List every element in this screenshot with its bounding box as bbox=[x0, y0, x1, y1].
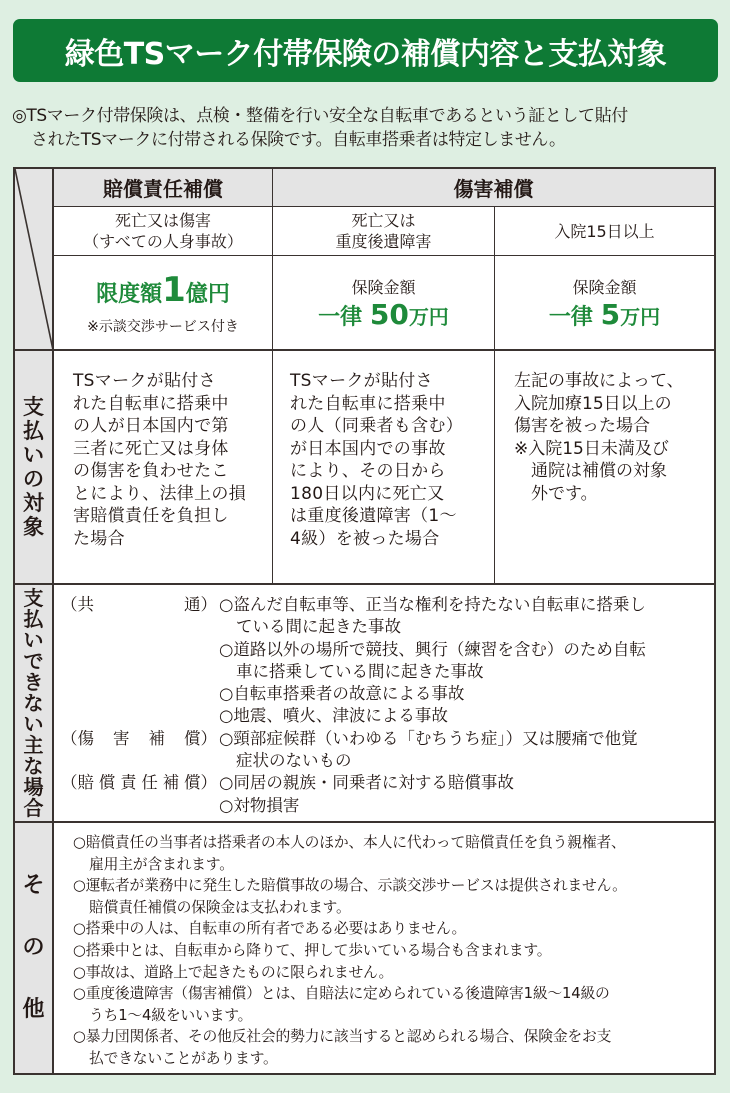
text-line: の人が日本国内で第 bbox=[73, 416, 229, 436]
header-liability: 賠償責任補償 bbox=[103, 177, 223, 201]
other-note-line: ○搭乗中の人は、自転車の所有者である必要はありません。 bbox=[73, 920, 467, 938]
other-note-line: ○賠償責任の当事者は搭乗者の本人のほか、本人に代わって賠償責任を負う親権者、 bbox=[73, 834, 626, 851]
not-paid-text: ○自転車搭乗者の故意による事故 bbox=[219, 684, 465, 704]
row-label-payment-target bbox=[15, 351, 52, 583]
text-line: 通院は補償の対象 bbox=[514, 461, 667, 481]
text-line: 4級）を被った場合 bbox=[290, 528, 440, 549]
row-label-char: い bbox=[23, 443, 44, 467]
text-line: 三者に死亡又は身体 bbox=[73, 438, 229, 459]
subheader-injury-death-line-1: 死亡又は bbox=[351, 211, 416, 230]
not-paid-text: ○道路以外の場所で競技、興行（練習を含む）のため自転 bbox=[219, 639, 646, 659]
settlement-service-note: ※示談交渉サービス付き bbox=[87, 318, 239, 335]
injury-death-unit: 万円 bbox=[408, 304, 449, 329]
coverage-table bbox=[13, 167, 716, 1075]
category-char: （賠 bbox=[61, 773, 94, 793]
row-label-char: 対 bbox=[23, 491, 44, 515]
liability-limit-prefix: 限度額 bbox=[96, 281, 163, 307]
intro-paragraph bbox=[12, 104, 722, 152]
text-line: により、その日から bbox=[290, 461, 446, 481]
category-liability bbox=[61, 772, 219, 794]
injury-hospital-number: 5 bbox=[600, 297, 621, 331]
injury-hospital-prefix: 一律 bbox=[548, 304, 601, 330]
row-label-char: な bbox=[23, 690, 44, 715]
not-paid-row bbox=[61, 705, 711, 727]
row-label-char: で bbox=[23, 648, 44, 673]
category-common bbox=[61, 594, 219, 616]
amount-injury-death bbox=[273, 256, 494, 349]
row-label-char: そ bbox=[22, 873, 45, 898]
not-paid-text: ○対物損害 bbox=[219, 795, 300, 815]
not-paid-row bbox=[61, 750, 711, 772]
row-label-char: 場 bbox=[23, 774, 44, 799]
text-line: の人（同乗者も含む） bbox=[290, 416, 463, 436]
other-note-line: うち1～4級をいいます。 bbox=[89, 1006, 253, 1024]
not-paid-row bbox=[61, 683, 711, 705]
page-title bbox=[13, 19, 718, 82]
row-label-other bbox=[15, 823, 52, 1073]
row-label-char: 支 bbox=[23, 585, 44, 610]
subheader-liability-line-2: （すべての人身事故） bbox=[83, 232, 243, 251]
text-line: れた自転車に搭乗中 bbox=[73, 393, 229, 414]
text-line: 180日以内に死亡又 bbox=[290, 483, 445, 504]
row-label-char: な bbox=[23, 753, 44, 778]
amount-liability bbox=[54, 256, 272, 349]
section-divider-3 bbox=[15, 821, 714, 823]
not-paid-row bbox=[61, 594, 711, 616]
injury-death-amount bbox=[318, 298, 449, 331]
category-char: 補 bbox=[162, 773, 180, 793]
diagonal-line bbox=[15, 169, 54, 351]
injury-death-number: 50 bbox=[369, 297, 409, 331]
category-char: 通） bbox=[184, 595, 217, 614]
payment-target-liability bbox=[73, 370, 268, 550]
not-paid-text: ○地震、噴火、津波による事故 bbox=[219, 706, 448, 726]
text-line: た場合 bbox=[73, 528, 125, 549]
text-line: が日本国内での事故 bbox=[290, 438, 446, 459]
row-label-char: 合 bbox=[23, 795, 44, 820]
not-paid-row bbox=[61, 728, 711, 750]
text-line: 傷害を被った場合 bbox=[514, 416, 650, 436]
row-label-char: の bbox=[23, 467, 44, 491]
category-char: 償） bbox=[184, 728, 217, 748]
liability-limit-unit: 億円 bbox=[185, 281, 230, 307]
category-char: 償） bbox=[183, 773, 217, 793]
not-paid-text: ている間に起きた事故 bbox=[236, 617, 401, 637]
category-char: （傷 bbox=[61, 728, 94, 748]
row-label-char: の bbox=[22, 935, 45, 960]
category-char: （共 bbox=[61, 595, 94, 614]
other-note-line: ○重度後遺障害（傷害補償）とは、自賠法に定められている後遺障害1級～14級の bbox=[73, 985, 610, 1003]
row-label-char: い bbox=[23, 627, 44, 652]
text-line: の傷害を負わせたこ bbox=[73, 461, 229, 481]
subheader-injury-hospital: 入院15日以上 bbox=[554, 221, 655, 241]
row-label-char: 象 bbox=[23, 515, 44, 539]
row-label-char: 払 bbox=[23, 606, 44, 631]
not-paid-row bbox=[61, 795, 711, 817]
amount-injury-hospital bbox=[495, 256, 714, 349]
injury-hospital-amount bbox=[549, 298, 660, 331]
row-label-char: い bbox=[23, 711, 44, 736]
subheader-liability-line-1: 死亡又は傷害 bbox=[114, 211, 211, 230]
injury-hospital-unit: 万円 bbox=[620, 304, 661, 329]
subheader-injury-death bbox=[273, 207, 494, 255]
not-paid-row bbox=[61, 661, 711, 683]
other-notes bbox=[73, 832, 713, 1070]
row-label-char: 支 bbox=[23, 395, 44, 419]
category-char: 任 bbox=[141, 773, 158, 793]
row-label-not-paid bbox=[15, 585, 52, 821]
liability-limit bbox=[96, 270, 230, 310]
other-note-line: 賠償責任補償の保険金は支払われます。 bbox=[89, 898, 351, 916]
not-paid-text: 症状のないもの bbox=[236, 751, 352, 771]
other-note-line: ○暴力団関係者、その他反社会的勢力に該当すると認められる場合、保険金をお支 bbox=[73, 1028, 612, 1046]
header-injury: 傷害補償 bbox=[453, 177, 534, 201]
liability-limit-number: 1 bbox=[162, 269, 186, 310]
not-paid-text: ○同居の親族・同乗者に対する賠償事故 bbox=[219, 773, 514, 793]
payment-target-injury-hospital bbox=[514, 370, 709, 505]
not-paid-text: ○頸部症候群（いわゆる「むちうち症」）又は腰痛で他覚 bbox=[219, 728, 638, 748]
row-label-char: 他 bbox=[22, 997, 45, 1022]
not-paid-row bbox=[61, 772, 711, 794]
not-paid-row bbox=[61, 639, 711, 661]
not-paid-list bbox=[61, 594, 711, 817]
payment-target-injury-death bbox=[290, 370, 490, 550]
other-note-line: 払できないことがあります。 bbox=[89, 1049, 278, 1067]
intro-line-2: されたTSマークに付帯される保険です。自転車搭乗者は特定しません。 bbox=[31, 130, 566, 150]
injury-death-prefix: 一律 bbox=[318, 304, 370, 330]
text-line: 入院加療15日以上の bbox=[514, 393, 672, 414]
row-label-char: 主 bbox=[23, 732, 44, 757]
text-line: ※入院15日未満及び bbox=[514, 438, 669, 459]
page-title-text: 緑色TSマーク付帯保険の補償内容と支払対象 bbox=[64, 36, 667, 72]
category-char: 害 bbox=[113, 728, 130, 748]
text-line: TSマークが貼付さ bbox=[290, 371, 433, 391]
row-label-char: 払 bbox=[23, 419, 44, 443]
text-line: 害賠償責任を負担し bbox=[73, 506, 229, 526]
injury-death-label: 保険金額 bbox=[351, 277, 416, 297]
section-divider-1 bbox=[15, 349, 714, 351]
injury-hospital-label: 保険金額 bbox=[572, 277, 637, 297]
category-char: 償 bbox=[98, 773, 116, 793]
intro-line-1: ◎TSマーク付帯保険は、点検・整備を行い安全な自転車であるという証として貼付 bbox=[12, 106, 628, 126]
row-label-char: き bbox=[23, 669, 44, 694]
not-paid-text: 車に搭乗している間に起きた事故 bbox=[236, 661, 484, 681]
text-line: とにより、法律上の損 bbox=[73, 483, 246, 504]
section-divider-2 bbox=[15, 583, 714, 585]
category-injury bbox=[61, 728, 219, 750]
text-line: 左記の事故によって、 bbox=[514, 371, 684, 391]
category-char: 責 bbox=[120, 773, 137, 793]
text-line: TSマークが貼付さ bbox=[73, 371, 216, 391]
category-char: 補 bbox=[148, 728, 165, 748]
not-paid-row bbox=[61, 616, 711, 638]
not-paid-text: ○盗んだ自転車等、正当な権利を持たない自転車に搭乗し bbox=[219, 595, 646, 614]
text-line: は重度後遺障害（1～ bbox=[290, 506, 457, 526]
other-note-line: 雇用主が含まれます。 bbox=[89, 855, 234, 873]
text-line: 外です。 bbox=[514, 483, 598, 504]
subheader-injury-death-line-2: 重度後遺障害 bbox=[335, 232, 432, 251]
subheader-liability bbox=[54, 207, 272, 255]
other-note-line: ○運転者が業務中に発生した賠償事故の場合、示談交渉サービスは提供されません。 bbox=[73, 877, 627, 895]
other-note-line: ○事故は、道路上で起きたものに限られません。 bbox=[73, 963, 394, 981]
text-line: れた自転車に搭乗中 bbox=[290, 393, 446, 414]
other-note-line: ○搭乗中とは、自転車から降りて、押して歩いている場合も含まれます。 bbox=[73, 941, 552, 959]
